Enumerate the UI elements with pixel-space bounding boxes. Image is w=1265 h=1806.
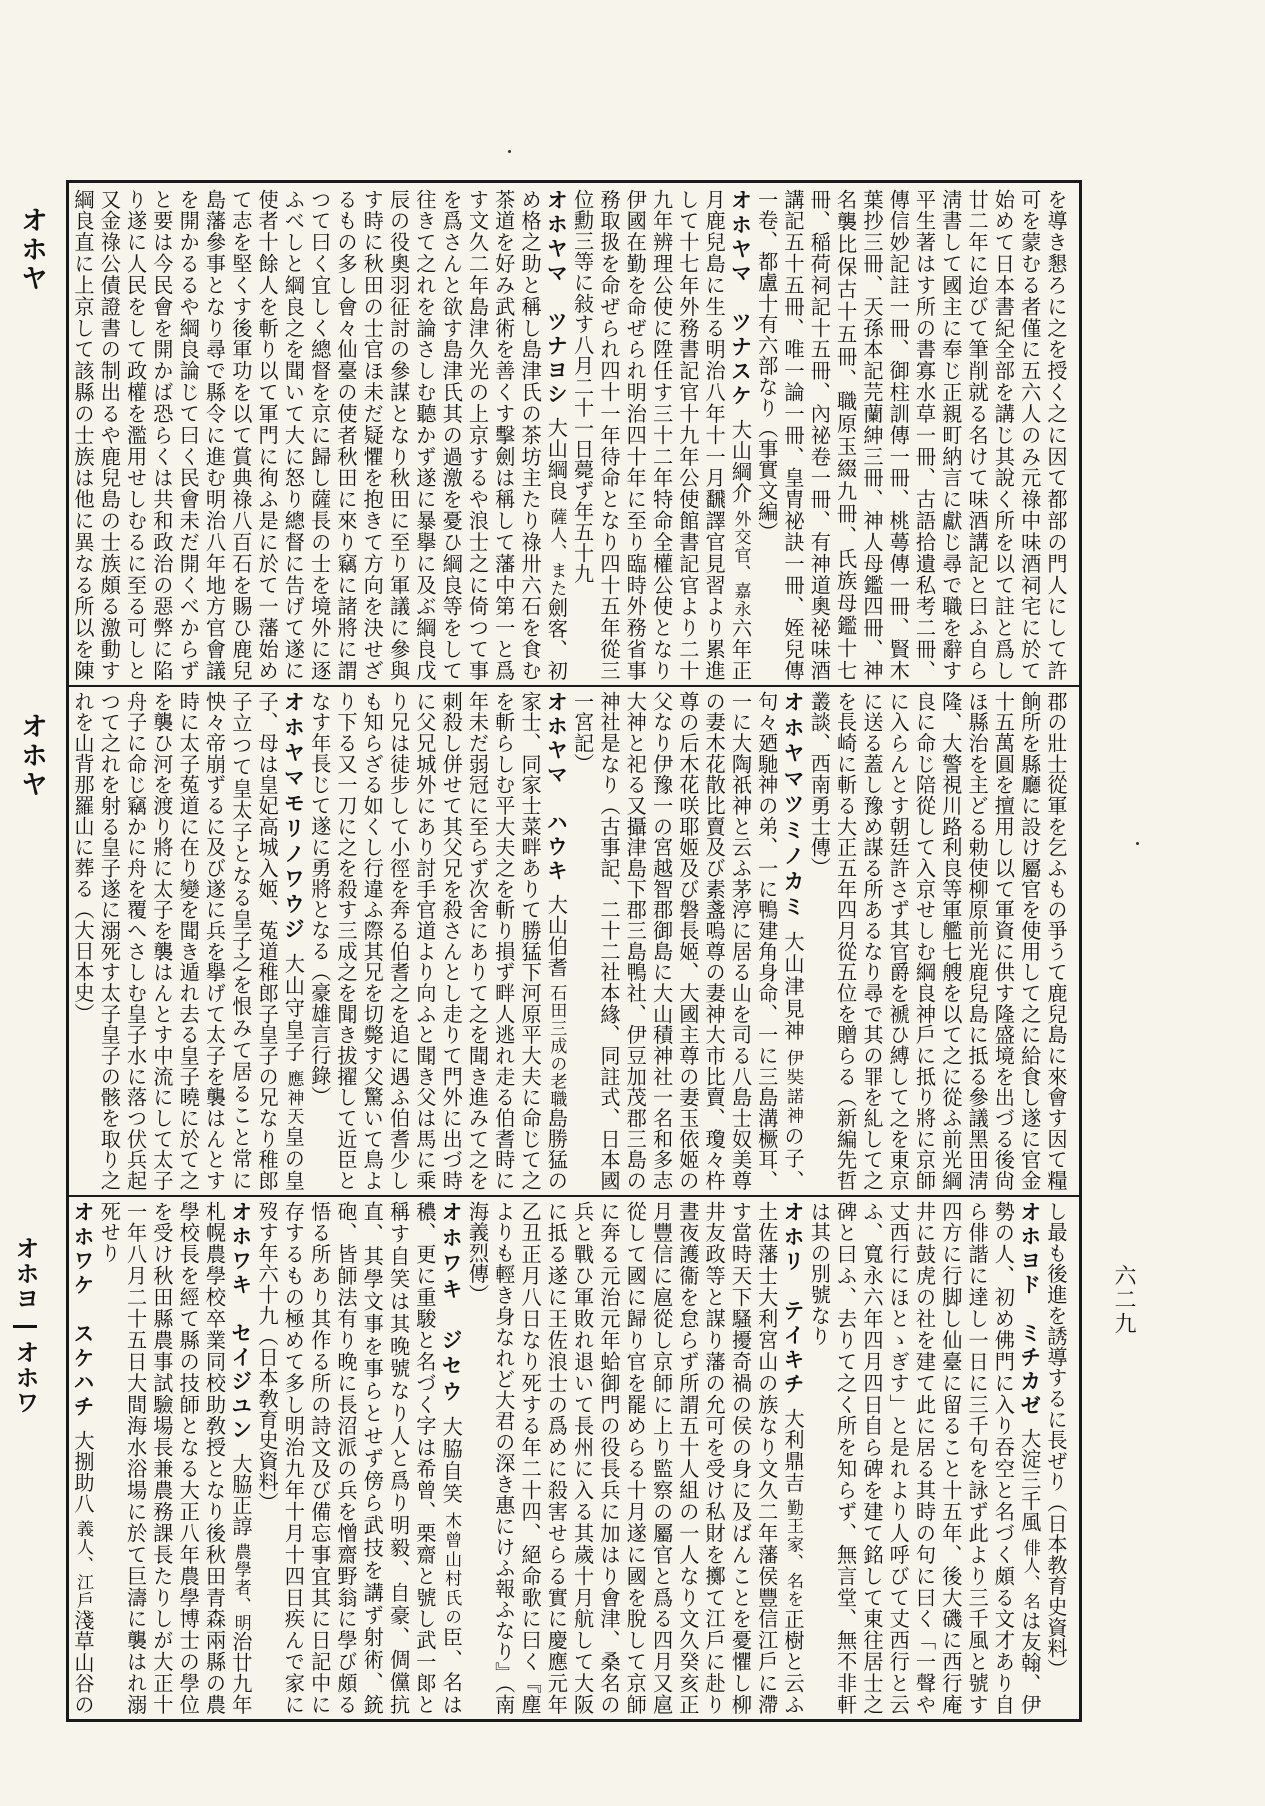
band-text-column: [69, 183, 1079, 685]
entry-role: 石田三成の老職: [546, 983, 567, 1108]
entry-headword: オホヨド ミチカゼ: [1017, 1201, 1042, 1419]
entry-name: 大淀三千風: [1017, 1428, 1042, 1534]
entry-name: 大山津見神: [781, 931, 806, 1043]
dictionary-entry: [97, 1201, 252, 1715]
entry-name: 大山守皇子: [281, 953, 306, 1064]
entry-headword: オホヤマ ツナスケ: [728, 189, 753, 409]
entry-name: 大山綱良: [544, 417, 569, 502]
entry-headword: オホリ テイキチ: [781, 1201, 806, 1398]
dictionary-entry: [69, 189, 568, 681]
dictionary-entry: [255, 1201, 463, 1715]
entry-headword: オホヤマモリノワウジ: [281, 691, 306, 944]
entry-name: 大山綱介: [728, 418, 753, 504]
print-speck: [1136, 842, 1139, 845]
entry-text: は友翰、伊勢の人、初め佛門に入り吞空と名づく頗る文才あり自ら俳諧に達し一日に三千句を詠ず此より三千風と號す四方に行脚し仙臺に留ること十五年、後大磯に西行庵井に鼓虎の社を建て此に居る其時の句に曰く「一聲や丈西行にほとゝぎす」と是れより人呼びて丈西行と云ふ、寬永六年四月四日自ら碑を建て銘して東往居士之碑と曰ふ、去りて之く所を知らず、無言堂、無不非軒は其の別號なり: [807, 1201, 1042, 1716]
entry-text: 治廿九年札幌農學校卒業同校助敎授となり後秋田青森兩縣の農學校長を經て縣の技師となる大正八年農學博士の學位を受け秋田縣農事試驗場長兼農務課長たりしが大正十一年八月二十五日大間海水浴場に於て巨濤に襲はれ溺死せり: [97, 1201, 253, 1716]
print-speck: [508, 150, 511, 153]
entry-name: 大捌助八: [71, 1429, 96, 1515]
entry-name: 大脇正諄: [228, 1452, 253, 1537]
text-band-bottom: [69, 1195, 1079, 1719]
entry-text: 臣、名は穠、更に重駿と名づく字は希曾、栗齋と號し武一郞と稱す自笑は其晚號なり人と爲り明毅、自豪、倜儻抗直、其學文事を事らとせず傍ら武技を講ず射術、銃砲、皆師法有り晚に長沼派の兵を憎齋野翁に學び頗る悟る所あり其作る所の詩文及び備忘事宜其に日記中に存するもの極めて多し明治九年十月十四日疾んで家に歿す年六十九（日本敎育史資料）: [255, 1201, 464, 1716]
dictionary-entry: [1044, 1201, 1068, 1679]
entry-text: 皇の皇子、母は皇妃高城入姬、菟道稚郎子皇子の兄なり稚郎子立つて皇太子となる皇子之を恨みて居ること常に怏々帝崩ずるに及び遂に兵を擧げて太子を襲はんとす時に太子菟道に在り變を聞き遁れ去る皇子曉に於て之を襲ひ河を渡り將に太子を襲はんとす中流にして太子舟子に命じ竊かに舟を覆へさしむ皇子水に落つ伏兵起つて之れを射る皇子遂に溺死す太子皇子の骸を取り之れを山背那羅山に葬る（大日本史）: [71, 691, 306, 1192]
running-head-top: オホヤ: [16, 206, 47, 293]
text-band-middle: [69, 685, 1079, 1197]
page-number: 六二九: [1111, 1264, 1136, 1336]
entry-role: 應神天: [283, 1069, 304, 1127]
entry-headword: オホヤマ ハウキ: [544, 691, 569, 884]
entry-text: 島勝猛の家士、同家士菜畔ありて勝猛下河原平大夫に命じて之を斬らしむ平大夫之を斬り損ず畔人逃れ走る伯耆時に年未だ弱冠に至らず次舍にありて之を聞き進みて之を刺殺し併せて其父兄を殺さんとし走りて門外に出づ時に父兄城外にあり討手官道より向ふと聞き父は馬に乘り兄は徒步して小徑を奔る伯耆之を追に遇ふ伯耆少しも知らざる如くし行違ふ際其兄を切斃す父驚いて鳥より下る又一刀に之を殺す三成之を聞き拔擢して近臣となす年長じて遂に勇將となる（豪雄言行錄）: [307, 691, 569, 1192]
entry-text: の子、句々廼馳神の弟、一に鴨建角身命、一に三島溝橛耳、一に大陶祇神と云ふ茅渟に居る山を司る八島士奴美尊の妻木花散比賣及び素盞嗚尊の妻神大市比賣、瓊々杵尊の后木花咲耶姬及び磐長姬、大國主尊の妻玉依姬の父なり伊豫一の宮越智郡御島に大山積神社一名和多志大神と祀る又攝津島下郡三島鴨社、伊豆加茂郡三島の神社是なり（古事記、二十二社本緣、同註式、日本國一宮記）: [570, 691, 806, 1192]
dictionary-entry: [755, 189, 1068, 681]
entry-role: 薩人、また: [546, 507, 567, 598]
entry-headword: オホワキ セイジユン: [228, 1201, 253, 1443]
entry-text: 六年正月鹿兒島に生る明治八年十一月飜譯官見習より累進して十七年外務書記官十九年公使館書記官より二十九年辨理公使に陞任す三十二年特命全權公使となり伊國在勤を命ぜられ明治四十年に至り臨時外務省事務取扱を命ぜられ四十一年待命となり四十五年從三位勳三等に敍す八月二十一日薨ず年五十九: [570, 189, 753, 681]
dictionary-entry: [69, 1201, 95, 1715]
entry-headword: オホワキ ジセウ: [439, 1201, 464, 1406]
entry-role: 俳人、名: [1019, 1539, 1040, 1611]
running-head-bottom: オホヨ―オホワ: [11, 1236, 39, 1415]
text-frame: [66, 180, 1082, 1722]
entry-role: 義人、江戶: [73, 1520, 94, 1610]
entry-text: し最も後進を誘導するに長ぜり（日本教育史資料）: [1044, 1201, 1068, 1680]
dictionary-entry: [71, 691, 305, 1191]
entry-role: 木曾山村氏の: [441, 1511, 462, 1627]
entry-role: 農學者、明: [230, 1542, 251, 1632]
band-text-column: [69, 685, 1079, 1195]
entry-role: 伊奘諾神: [783, 1048, 804, 1126]
dictionary-entry: [571, 189, 753, 681]
entry-name: 大脇自笑: [439, 1415, 464, 1506]
entry-text: 淺草山谷の: [71, 1609, 96, 1716]
entry-headword: オホヤマ ツナヨシ: [544, 189, 569, 408]
dictionary-entry: [308, 691, 569, 1191]
entry-role: 勤王家、名を: [783, 1499, 804, 1609]
dictionary-entry: [571, 691, 805, 1191]
entry-text: 正樹と云ふ土佐藩士大利宮山の族なり文久二年藩侯豐信江戶に滯す當時天下騷擾奇禍の侯の身に及ばんことを憂懼し柳井友政等と謀り藩の允可を受け私財を擲て江戶に赴り晝夜護衞を怠らず所謂五十人組の一人なり文久癸亥正月豐信に扈從し京師に上り監察の屬官と爲る四月又扈從して國に歸り官を罷めらる十月遂に國を脫して京師に奔る元治元年蛤御門の役長兵に加はり會津、桑名の兵と戰ひ軍敗れ退いて長州に入る其歲十月航して大阪に抵る遂に王佐浪士の爲めに殺害せらる實に慶應元年乙丑正月八日なり死する年二十四、絕命歌に曰く『塵よりも輕き身なれど大君の深き惠にけふ報ふなり』（南海義烈傳）: [465, 1201, 806, 1716]
entry-text: を導き懇ろに之を授く之に因て都部の門人にして許可を蒙むる者僅に五六人のみ元祿中味酒祠宅に於て始めて日本書紀全部を講じ其說く所を以て註と爲し廿二年に迨びて筆削就る名けて味酒講記と曰ふ自ら淸書して國主に奉じ正親町納言に獻じ尋で職を辭す平生著はす所の書寡水草一冊、古語拾遺私考二冊、傳信妙記註一冊、御柱訓傳一冊、桃蕚傳一冊、賢木葉抄三冊、天孫本記芫蘭紳三冊、神人母鑑四冊、神名襲比保古十五冊、職原玉綴九冊、氏族母鑑十七冊、稲荷祠記十五冊、內祕卷一冊、有神道奧祕味酒講記五十五冊、唯一論一冊、皇胄祕訣一冊、姪兒傳一卷、都盧十有六部なり（事實文編）: [754, 189, 1068, 681]
entry-headword: オホヤマツミノカミ: [781, 691, 806, 922]
entry-name: 大利鼎吉: [781, 1407, 806, 1494]
dictionary-entry: [465, 1201, 805, 1715]
entry-headword: オホワケ スケハチ: [71, 1201, 96, 1420]
dictionary-entry: [807, 1201, 1041, 1715]
running-head-middle: オホヤ: [16, 712, 47, 799]
entry-role: 外交官、嘉永: [730, 509, 751, 618]
entry-text: 郡の壯士從軍を乞ふもの爭うて鹿兒島に來會す因て糧餉所を縣廳に設け屬官を使用して之に給食し遂に官金十五萬圓を擅用し以て軍資に供す隆盛境を出づる後尙ほ縣治を主どる勅使柳原前光鹿兒島に抵る參議黑田淸隆、大警視川路利良等軍艦七艘を以て之に從ふ前光綱良に命じ陪從して入京せしむ綱良神戶に抵り將に京師に入らんとす朝廷許さず其官爵を褫ひ縛して之を東京に送る蓋し豫め謀る所あるなり尋で其の罪を糺して之を長崎に斬る大正五年四月從五位を贈らる（新編先哲叢談、西南勇士傳）: [807, 691, 1068, 1191]
entry-text: 劍客、初め格之助と稱し島津氏の茶坊主たり祿卅六石を食む茶道を好み武術を善くす擊劍は稱して藩中第一と爲す文久二年島津久光の上京するや浪士之に倚つて事を爲さんと欲す島津氏其の過激を憂ひ綱良等をして往きて之れを論さしむ聽かず遂に暴擧に及ぶ綱良戊辰の役奧羽征討の參謀となり秋田に至り軍議に參與す時に秋田の士官ほ未だ疑懼を抱きて方向を決せざるもの多し會々仙臺の使者秋田に來り竊に諸將に謂つて曰く宜しく總督を京に歸し薩長の士を境外に逐ふべしと綱良之を聞いて大に怒り總督に告げて遂に使者十餘人を斬り以て軍門に徇ふ是に於て一藩始めて志を堅くす後軍功を以て賞典祿八百石を賜ひ鹿兒島藩參事となり尋で縣令に進む明治八年地方官會議を開かるるや綱良論じて曰く民會未だ開くべからずと要は今民會を開かば恐らくは共和政治の惡弊に陷り遂に人民をして政權を濫用せしむるに至る可しと又金祿公債證書の制出るや鹿兒島の士族頗る激動す綱良直に上京して該縣の士族は他に異なる所以を陳: [71, 189, 569, 682]
band-text-column: [69, 1195, 1079, 1719]
entry-name: 大山伯耆: [544, 893, 569, 978]
dictionary-entry: [807, 691, 1068, 1191]
text-band-top: [69, 183, 1079, 687]
